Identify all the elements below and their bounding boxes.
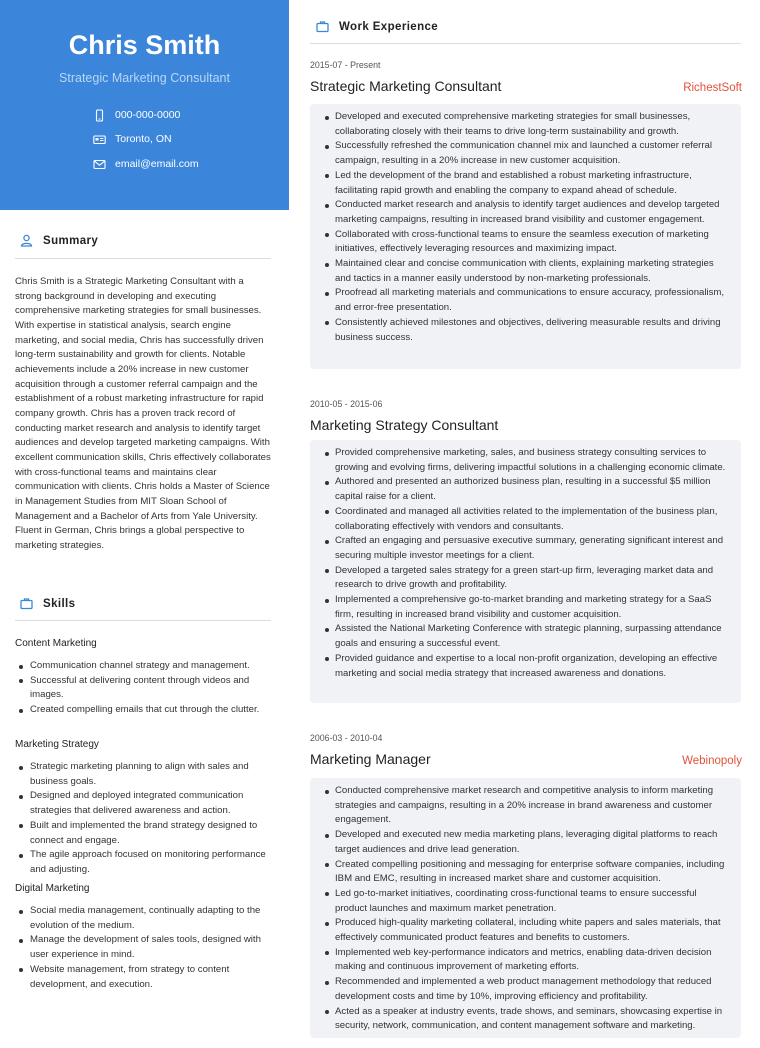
contact-email — [93, 156, 199, 172]
briefcase-icon — [20, 597, 33, 610]
skill-list — [15, 760, 271, 878]
job-bullet: Proofread all marketing materials and communications to ensure accuracy, professionalism, and error-free presentation. — [322, 286, 731, 315]
experience-heading-text: Work Experience — [339, 20, 439, 33]
skill-category: Marketing Strategy — [15, 739, 99, 750]
job-bullet: Produced high-quality marketing collateral, including white papers and sales materials, that effectively communicated product features and benefits to customers. — [322, 916, 731, 945]
email-icon — [93, 158, 106, 171]
summary-heading — [20, 234, 98, 247]
skill-item: Built and implemented the brand strategy designed to connect and engage. — [15, 819, 271, 848]
job-bullet: Maintained clear and concise communication with clients, explaining marketing strategies and tactics in a manner easily understood by non-marketing professionals. — [322, 257, 731, 286]
contact-phone — [93, 107, 180, 123]
summary-heading-text: Summary — [43, 234, 99, 247]
job-bullets-box — [310, 778, 741, 1038]
job-bullet-list — [322, 110, 731, 345]
summary-divider — [15, 258, 271, 259]
skills-heading — [20, 597, 75, 610]
job-bullet: Recommended and implemented a web product management methodology that reduced development costs and time by 10%, improving efficiency and profitability. — [322, 975, 731, 1004]
job-bullet: Assisted the National Marketing Conference with strategic planning, surpassing attendance goals and ensuring a successful event. — [322, 622, 731, 651]
job-company: Webinopoly — [682, 755, 742, 767]
job-dates: 2006-03 - 2010-04 — [310, 733, 383, 743]
briefcase-icon — [316, 20, 329, 33]
job-bullet: Crafted an engaging and persuasive executive summary, generating significant interest and securing multiple investor meetings for a client. — [322, 534, 731, 563]
skill-item: The agile approach focused on monitoring performance and adjusting. — [15, 848, 271, 877]
phone-text: 000-000-0000 — [115, 109, 181, 121]
experience-divider — [310, 43, 741, 44]
left-column — [0, 0, 289, 1048]
job-bullets-box — [310, 440, 741, 703]
job-title: Marketing Strategy Consultant — [310, 417, 499, 433]
skill-category: Digital Marketing — [15, 883, 90, 894]
skill-item: Website management, from strategy to content development, and execution. — [15, 963, 271, 992]
job-bullet-list — [322, 446, 731, 681]
job-dates: 2010-05 - 2015-06 — [310, 399, 383, 409]
person-name: Chris Smith — [68, 30, 221, 60]
job-bullet: Coordinated and managed all activities related to the implementation of the business plan, collaborating effectively with vendors and consultants. — [322, 505, 731, 534]
job-bullet: Provided guidance and expertise to a local non-profit organization, developing an effective marketing and social media strategy that increased awareness and donations. — [322, 652, 731, 681]
job-bullet: Consistently achieved milestones and objectives, delivering measurable results and driving business success. — [322, 316, 731, 345]
job-bullet: Developed and executed comprehensive marketing strategies for small businesses, collaborating closely with their teams to drive long-term sustainability and growth. — [322, 110, 731, 139]
job-title: Strategic Marketing Consultant — [310, 78, 502, 94]
job-bullet: Conducted comprehensive market research and competitive analysis to inform marketing strategies and campaigns, resulting in a 20% increase in brand awareness and customer engagement. — [322, 784, 731, 828]
job-bullet: Led go-to-market initiatives, coordinating cross-functional teams to ensure successful product launches and maximum market penetration. — [322, 887, 731, 916]
skill-list — [15, 659, 271, 718]
job-bullet-list — [322, 784, 731, 1034]
skill-item: Created compelling emails that cut through the clutter. — [15, 703, 271, 718]
person-role: Strategic Marketing Consultant — [59, 71, 230, 85]
experience-heading — [316, 20, 438, 33]
job-company: RichestSoft — [683, 82, 742, 94]
job-bullet: Developed a targeted sales strategy for a green start-up firm, leveraging market data and research to drive growth and profitability. — [322, 564, 731, 593]
job-bullet: Created compelling positioning and messaging for enterprise software companies, including IBM and EMC, resulting in increased market share and customer acquisition. — [322, 858, 731, 887]
location-icon — [93, 133, 106, 146]
summary-text: Chris Smith is a Strategic Marketing Consultant with a strong background in developing and executing comprehensive marketing strategies for small businesses. With expertise in statistical analysis, search engine marketing, and social media, Chris has successfully driven long-term sustainability and growth for clients. Notable achievements include a 20% increase in new customer acquisition through a customer referral campaign and the establishment of a robust marketing infrastructure for rapid company growth. Chris has a proven track record of conducting market research and analysis to identify target audiences and develop targeted marketing campaigns. With excellent communication skills, Chris effectively collaborates with cross-functional teams and maintains clear communication with clients. Chris holds a Master of Science in Management Studies from MIT Sloan School of Management and a Bachelor of Arts from Yale University. Fluent in German, Chris brings a global perspective to marketing strategies. — [15, 276, 271, 551]
skill-item: Manage the development of sales tools, designed with user experience in mind. — [15, 933, 271, 962]
job-bullet: Provided comprehensive marketing, sales, and business strategy consulting services to growing and evolving firms, delivering impactful solutions in a challenging economic climate. — [322, 446, 731, 475]
job-bullet: Implemented web key-performance indicators and metrics, enabling data-driven decision making and continuous improvement of marketing efforts. — [322, 946, 731, 975]
skill-item: Social media management, continually adapting to the evolution of the medium. — [15, 904, 271, 933]
skill-list — [15, 904, 271, 992]
job-bullets-box — [310, 104, 741, 369]
skills-heading-text: Skills — [43, 597, 76, 610]
profile-header — [0, 0, 289, 210]
skill-item: Strategic marketing planning to align with sales and business goals. — [15, 760, 271, 789]
job-bullet: Collaborated with cross-functional teams to ensure the seamless execution of marketing initiatives, effectively leveraging resources and maximizing impact. — [322, 228, 731, 257]
skills-divider — [15, 620, 271, 621]
skill-category: Content Marketing — [15, 638, 97, 649]
job-bullet: Acted as a speaker at industry events, trade shows, and seminars, showcasing expertise in security, network, communication, and content management software and marketing. — [322, 1005, 731, 1034]
email-text: email@email.com — [115, 158, 199, 170]
job-bullet: Led the development of the brand and established a robust marketing infrastructure, facilitating rapid growth and enabling the company to expand ahead of schedule. — [322, 169, 731, 198]
job-bullet: Conducted market research and analysis to identify target audiences and develop targeted marketing campaigns, resulting in increased brand visibility and customer engagement. — [322, 198, 731, 227]
phone-icon — [93, 109, 106, 122]
user-icon — [20, 234, 33, 247]
job-dates: 2015-07 - Present — [310, 60, 381, 70]
job-bullet: Implemented a comprehensive go-to-market branding and marketing strategy for a SaaS firm, resulting in increased brand visibility and customer acquisition. — [322, 593, 731, 622]
location-text: Toronto, ON — [115, 133, 172, 145]
job-bullet: Successfully refreshed the communication channel mix and launched a customer referral campaign, resulting in a 20% increase in new customer acquisition. — [322, 139, 731, 168]
skill-item: Successful at delivering content through videos and images. — [15, 674, 271, 703]
skill-item: Designed and deployed integrated communication strategies that delivered awareness and action. — [15, 789, 271, 818]
skill-item: Communication channel strategy and management. — [15, 659, 271, 674]
contact-location — [93, 131, 172, 147]
job-bullet: Developed and executed new media marketing plans, leveraging digital platforms to reach target audiences and drive lead generation. — [322, 828, 731, 857]
job-bullet: Authored and presented an authorized business plan, resulting in a successful $5 million capital raise for a client. — [322, 475, 731, 504]
job-title: Marketing Manager — [310, 751, 431, 767]
